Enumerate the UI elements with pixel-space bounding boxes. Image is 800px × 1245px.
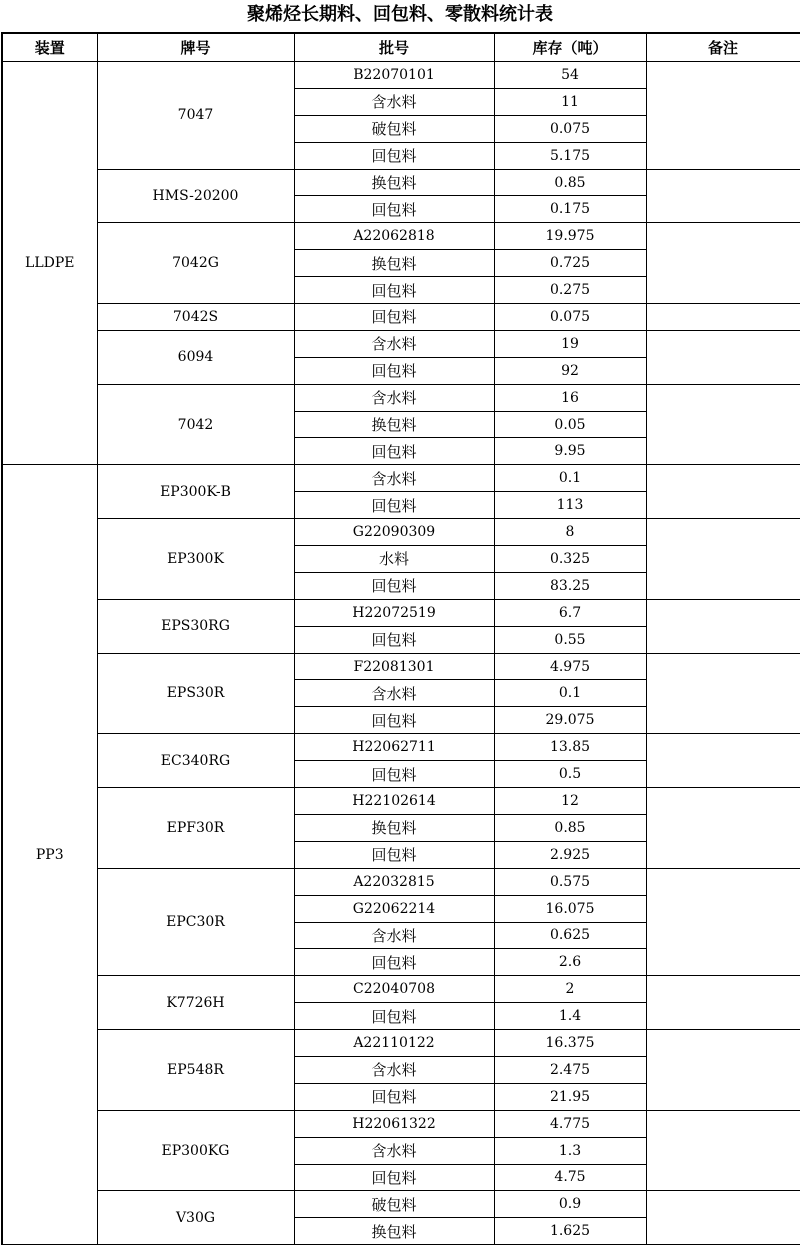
batch-cell: 回包料 xyxy=(294,492,494,519)
note-cell xyxy=(646,1030,800,1111)
batch-cell: 回包料 xyxy=(294,626,494,653)
batch-cell: 回包料 xyxy=(294,277,494,304)
batch-cell: 含水料 xyxy=(294,680,494,707)
stock-cell: 0.075 xyxy=(494,115,646,142)
table-title: 聚烯烃长期料、回包料、零散料统计表 xyxy=(247,4,553,25)
grade-cell: V30G xyxy=(97,1191,294,1245)
header-device: 装置 xyxy=(2,33,97,62)
stock-cell: 29.075 xyxy=(494,707,646,734)
stock-cell: 0.075 xyxy=(494,304,646,331)
note-cell xyxy=(646,734,800,788)
grade-cell: 7042S xyxy=(97,304,294,331)
batch-cell: 含水料 xyxy=(294,465,494,492)
batch-cell: H22072519 xyxy=(294,599,494,626)
note-cell xyxy=(646,788,800,869)
stock-cell: 0.575 xyxy=(494,868,646,895)
stock-cell: 0.325 xyxy=(494,546,646,573)
stock-cell: 0.175 xyxy=(494,196,646,223)
stock-cell: 0.05 xyxy=(494,411,646,438)
batch-cell: 回包料 xyxy=(294,196,494,223)
batch-cell: 水料 xyxy=(294,546,494,573)
note-cell xyxy=(646,653,800,734)
batch-cell: 回包料 xyxy=(294,572,494,599)
table-row xyxy=(2,330,800,357)
stock-cell: 8 xyxy=(494,519,646,546)
batch-cell: G22090309 xyxy=(294,519,494,546)
table-row xyxy=(2,976,800,1003)
note-cell xyxy=(646,1191,800,1245)
stock-cell: 6.7 xyxy=(494,599,646,626)
batch-cell: 含水料 xyxy=(294,1056,494,1083)
batch-cell: 含水料 xyxy=(294,384,494,411)
stock-cell: 4.975 xyxy=(494,653,646,680)
stock-cell: 9.95 xyxy=(494,438,646,465)
stock-cell: 21.95 xyxy=(494,1083,646,1110)
grade-cell: K7726H xyxy=(97,976,294,1030)
grade-cell: EPS30R xyxy=(97,653,294,734)
batch-cell: 回包料 xyxy=(294,142,494,169)
grade-cell: EPF30R xyxy=(97,788,294,869)
note-cell xyxy=(646,384,800,465)
table-row xyxy=(2,1030,800,1057)
header-grade: 牌号 xyxy=(97,33,294,62)
stock-cell: 1.4 xyxy=(494,1003,646,1030)
batch-cell: 回包料 xyxy=(294,707,494,734)
header-stock: 库存（吨） xyxy=(494,33,646,62)
batch-cell: 换包料 xyxy=(294,169,494,196)
table-row xyxy=(2,304,800,331)
device-cell: LLDPE xyxy=(2,62,97,465)
stock-cell: 4.775 xyxy=(494,1110,646,1137)
table-row xyxy=(2,1191,800,1218)
note-cell xyxy=(646,330,800,384)
batch-cell: 破包料 xyxy=(294,1191,494,1218)
batch-cell: 回包料 xyxy=(294,304,494,331)
table-row xyxy=(2,868,800,895)
note-cell xyxy=(646,169,800,223)
header-note: 备注 xyxy=(646,33,800,62)
batch-cell: 换包料 xyxy=(294,411,494,438)
table-row xyxy=(2,653,800,680)
header-row xyxy=(2,33,800,62)
note-cell xyxy=(646,304,800,331)
batch-cell: 换包料 xyxy=(294,814,494,841)
grade-cell: HMS-20200 xyxy=(97,169,294,223)
batch-cell: 回包料 xyxy=(294,949,494,976)
stock-cell: 0.85 xyxy=(494,814,646,841)
stock-cell: 2.475 xyxy=(494,1056,646,1083)
table-row xyxy=(2,223,800,250)
stock-cell: 11 xyxy=(494,88,646,115)
batch-cell: 含水料 xyxy=(294,922,494,949)
stock-cell: 1.625 xyxy=(494,1218,646,1245)
note-cell xyxy=(646,868,800,976)
note-cell xyxy=(646,62,800,170)
grade-cell: EP548R xyxy=(97,1030,294,1111)
stock-cell: 2 xyxy=(494,976,646,1003)
batch-cell: H22062711 xyxy=(294,734,494,761)
device-cell: PP3 xyxy=(2,465,97,1245)
inventory-table xyxy=(1,32,800,1245)
batch-cell: 回包料 xyxy=(294,438,494,465)
grade-cell: EP300KG xyxy=(97,1110,294,1191)
grade-cell: EPS30RG xyxy=(97,599,294,653)
table-row xyxy=(2,519,800,546)
note-cell xyxy=(646,599,800,653)
note-cell xyxy=(646,519,800,600)
grade-cell: EP300K xyxy=(97,519,294,600)
stock-cell: 92 xyxy=(494,357,646,384)
batch-cell: 回包料 xyxy=(294,1083,494,1110)
stock-cell: 0.5 xyxy=(494,761,646,788)
stock-cell: 16 xyxy=(494,384,646,411)
grade-cell: 7042 xyxy=(97,384,294,465)
note-cell xyxy=(646,223,800,304)
stock-cell: 1.3 xyxy=(494,1137,646,1164)
batch-cell: 回包料 xyxy=(294,357,494,384)
note-cell xyxy=(646,1110,800,1191)
stock-cell: 16.375 xyxy=(494,1030,646,1057)
grade-cell: 7042G xyxy=(97,223,294,304)
batch-cell: 回包料 xyxy=(294,1164,494,1191)
grade-cell: EPC30R xyxy=(97,868,294,976)
stock-cell: 2.925 xyxy=(494,841,646,868)
batch-cell: 回包料 xyxy=(294,841,494,868)
batch-cell: F22081301 xyxy=(294,653,494,680)
stock-cell: 19.975 xyxy=(494,223,646,250)
batch-cell: 含水料 xyxy=(294,1137,494,1164)
table-row xyxy=(2,465,800,492)
grade-cell: 6094 xyxy=(97,330,294,384)
stock-cell: 113 xyxy=(494,492,646,519)
stock-cell: 0.85 xyxy=(494,169,646,196)
stock-cell: 4.75 xyxy=(494,1164,646,1191)
batch-cell: A22110122 xyxy=(294,1030,494,1057)
grade-cell: EC340RG xyxy=(97,734,294,788)
grade-cell: EP300K-B xyxy=(97,465,294,519)
table-row xyxy=(2,169,800,196)
batch-cell: 回包料 xyxy=(294,761,494,788)
batch-cell: 回包料 xyxy=(294,1003,494,1030)
stock-cell: 0.725 xyxy=(494,250,646,277)
batch-cell: A22062818 xyxy=(294,223,494,250)
stock-cell: 19 xyxy=(494,330,646,357)
batch-cell: B22070101 xyxy=(294,62,494,89)
batch-cell: 含水料 xyxy=(294,330,494,357)
stock-cell: 13.85 xyxy=(494,734,646,761)
stock-cell: 2.6 xyxy=(494,949,646,976)
batch-cell: 含水料 xyxy=(294,88,494,115)
batch-cell: H22102614 xyxy=(294,788,494,815)
stock-cell: 83.25 xyxy=(494,572,646,599)
note-cell xyxy=(646,465,800,519)
table-row xyxy=(2,384,800,411)
stock-cell: 0.275 xyxy=(494,277,646,304)
note-cell xyxy=(646,976,800,1030)
stock-cell: 54 xyxy=(494,62,646,89)
table-row xyxy=(2,788,800,815)
batch-cell: A22032815 xyxy=(294,868,494,895)
table-row xyxy=(2,599,800,626)
batch-cell: C22040708 xyxy=(294,976,494,1003)
batch-cell: 破包料 xyxy=(294,115,494,142)
batch-cell: 换包料 xyxy=(294,250,494,277)
table-row xyxy=(2,1110,800,1137)
stock-cell: 16.075 xyxy=(494,895,646,922)
stock-cell: 0.625 xyxy=(494,922,646,949)
stock-cell: 0.55 xyxy=(494,626,646,653)
table-row xyxy=(2,734,800,761)
stock-cell: 12 xyxy=(494,788,646,815)
grade-cell: 7047 xyxy=(97,62,294,170)
stock-cell: 0.9 xyxy=(494,1191,646,1218)
batch-cell: G22062214 xyxy=(294,895,494,922)
header-batch: 批号 xyxy=(294,33,494,62)
batch-cell: H22061322 xyxy=(294,1110,494,1137)
table-body xyxy=(2,62,800,1245)
batch-cell: 换包料 xyxy=(294,1218,494,1245)
stock-cell: 5.175 xyxy=(494,142,646,169)
stock-cell: 0.1 xyxy=(494,465,646,492)
stock-cell: 0.1 xyxy=(494,680,646,707)
table-row xyxy=(2,62,800,89)
